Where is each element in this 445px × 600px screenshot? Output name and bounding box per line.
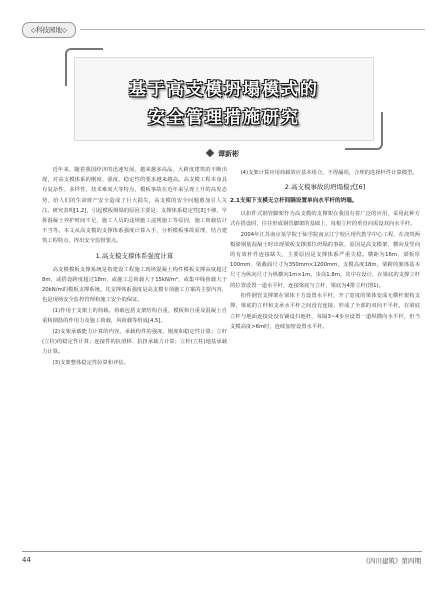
section-1-paragraph: 高支模模板支撑系统是指建设工程施工现场混凝土构件模板支撑高度超过8m，或搭设跨度超过18m，或施工总荷载大于15kN/m²，或集中线荷载大于20kN/m的模板支撑系统。其支撑体系强度是高支模专项施工方案的主要内容，也是现场安全监控管理和施工安全的保证。	[42, 266, 227, 304]
author-name: 谭新彬	[218, 150, 239, 158]
section-1-paragraph: (1)作用于支架上的荷载。荷载包括支架结构自重，模板和自重及混凝土自重和钢筋的作用力及施工荷载，风荷载等组成[4,5]。	[42, 308, 227, 325]
section-1-heading: 1.高支模支撑体系强度计算	[95, 251, 174, 260]
section-2-paragraph: 2004年江苏南京某学院于仙学院南京江宁校区现代教学中心工程，在浇筑两根梁钢筋混凝土时出现梁板支撑部位坍塌的事故，原因是高支模架，横向及竖向的有效杆件连接缺失，主要原因是支撑体系严重失稳。横距为16m、梁板厚100mm、梁截面尺寸为350mm×1200mm，支模高度18m，梁跨的架体基本尺寸为纵向尺寸为纵横向1m×1m，步高1.8m，其中在设计，在梁底的支撑立杆的位置设置一道水平杆，连接梁底与立杆，梁底为4排立杆(图1)。	[230, 231, 420, 289]
continuation-paragraph: (4)支架计算应用荷载效应基本组合，不得漏项，合理的选择杆件计算模型。	[240, 170, 418, 176]
subsection-2-1-heading: 2.1支架下支模无立杆间隔设置单向水平杆的坍塌。	[230, 198, 358, 205]
journal-name: 《四川建筑》第四期	[362, 557, 421, 565]
author-byline	[207, 149, 239, 159]
title-line-1: 基于高支模坍塌模式的	[129, 80, 319, 100]
section-1-paragraph: (2)支架承载能力计算的内容。承载构件的强度、刚度和稳定性计算；立杆(立柱)的稳定性计算；连接件的抗滑移、抗扭承载力计算；立杆(立柱)地基承载力计算。	[42, 329, 227, 356]
footer-rule	[22, 551, 422, 552]
section-2-heading: 2.高支模事故的坍塌模式[6]	[284, 183, 366, 192]
title-line-2: 安全管理措施研究	[148, 108, 300, 128]
section-2-paragraph: 扣件钢管支撑架在梁体下方设置水平杆，开了宽度的梁体变成无横杆架构支撑，梁底的立杆和支承水平杆之间没有连接，形成了全部的双向不平杆。在梁底立杆与地面连接处没有铺设扫地杆，每隔3~4步应设置一道纵横向水平杆，但当支模高度>6m时，连续加密设置水平杆。	[230, 293, 420, 330]
page-number: 44	[22, 556, 31, 564]
intro-paragraph: 近年来，随着我国经济的迅速发展，越来越多高品、大跨度建筑的不断出现，对高支模体系的刚度、强度、稳定性的要求越来越高。高支模工程本身具有复杂性、多样性，技术难度大等特点，模板事故在近年来呈现上升的高发态势，给人们的生命财产安全造成了巨大损失，高支模的安全问题愈加引人关注。研究表明[1,2]，引起模板倒塌的原因主要是：支撑体系稳定性[3]不够，早拆混凝土养护时间不足，施工人员的违规施工违规施工等原因，施工荷载估计不当等。本文从高支模的支撑体系强度计算入手，分析模板事故原理，结合建筑工程特点，得出安全监督要点。	[42, 167, 227, 245]
section-tag: ◇科技园地◇	[22, 22, 76, 38]
title-banner	[75, 58, 373, 140]
header-rule	[80, 29, 425, 30]
section-2-paragraph: 以扣件式钢管脚架作为高支模的支撑架在我国有着广泛的应用，采用此种方式在搭设时，往往形成钢管脚架的基础上，每根立杆的垂直向需设双向水平杆。	[230, 210, 420, 227]
right-column	[230, 168, 420, 333]
section-1-paragraph: (3)支架整体稳定性验算和评估。	[52, 360, 129, 367]
diamond-bullet-icon	[206, 149, 214, 157]
left-column	[42, 165, 227, 369]
